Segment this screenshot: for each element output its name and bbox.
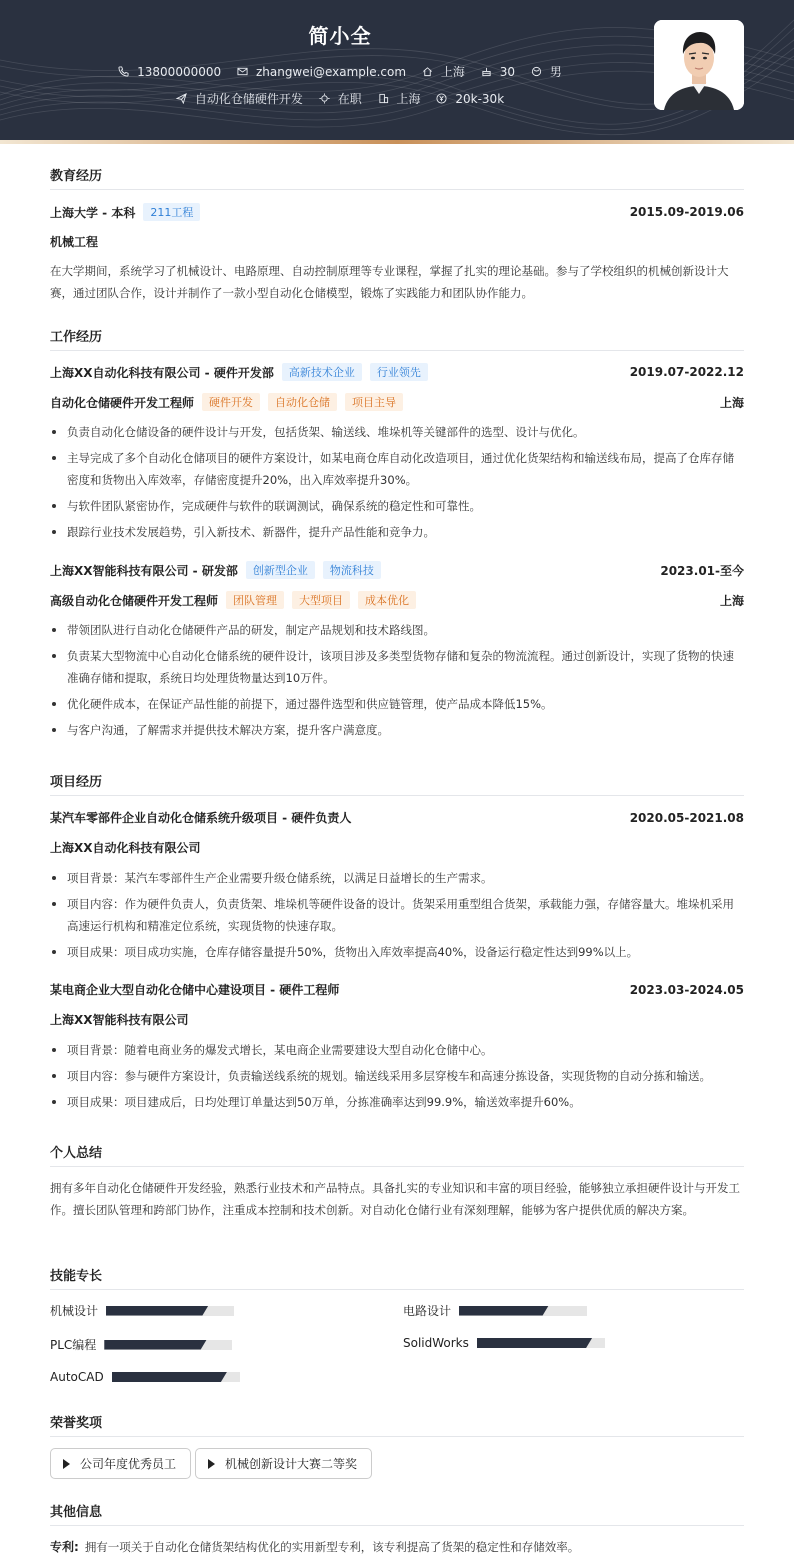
- candidate-name: 简小全: [308, 24, 372, 48]
- mail-icon: [237, 66, 248, 77]
- header-accent-bar: [0, 140, 794, 144]
- city-text: 上海: [440, 65, 465, 79]
- skill-level-fill: [106, 1306, 208, 1316]
- cake-icon: [481, 66, 492, 77]
- skill-name: 电路设计: [403, 1304, 452, 1318]
- job-header-row: [50, 561, 744, 579]
- skill-item: [50, 1370, 240, 1384]
- profile-photo: [654, 20, 744, 110]
- major: 机械工程: [50, 235, 99, 249]
- list-item: 项目成果：项目成功实施，仓库存储容量提升50%，货物出入库效率提高40%，设备运行稳定性达到99%以上。: [50, 941, 744, 963]
- skill-level-bar: [106, 1306, 234, 1316]
- send-icon: [176, 93, 187, 104]
- company-tag: 物流科技: [323, 561, 381, 579]
- list-item: 项目成果：项目建成后，日均处理订单量达到50万单，分拣准确率达到99.9%，输送效率提升60%。: [50, 1091, 744, 1113]
- summary-section: [50, 1142, 744, 1252]
- list-item: 与软件团队紧密协作，完成硬件与软件的联调测试，确保系统的稳定性和可靠性。: [50, 495, 744, 517]
- play-icon: [63, 1459, 70, 1469]
- job-period: 2019.07-2022.12: [629, 365, 744, 379]
- age-text: 30: [499, 64, 516, 79]
- gender-item: [531, 63, 562, 80]
- status-text: 在职: [337, 92, 362, 106]
- education-section: [50, 165, 744, 315]
- job-duties-list: [50, 421, 744, 547]
- company-name: 上海XX自动化科技有限公司 - 硬件开发部: [50, 365, 274, 380]
- school-tag: 211工程: [143, 203, 200, 221]
- education-period: 2015.09-2019.06: [629, 205, 744, 219]
- section-title: 技能专长: [50, 1265, 744, 1290]
- patent-text: 拥有一项关于自动化仓储货架结构优化的实用新型专利，该专利提高了货架的稳定性和存储效率。: [84, 1539, 580, 1554]
- phone-item: [118, 65, 221, 79]
- job-position-row: [50, 591, 744, 609]
- phone-text: 13800000000: [137, 64, 222, 79]
- list-item: 项目背景：某汽车零部件生产企业需要升级仓储系统，以满足日益增长的生产需求。: [50, 867, 744, 889]
- project-period: 2020.05-2021.08: [629, 810, 744, 825]
- honor-item: [50, 1448, 191, 1479]
- skill-level-fill: [477, 1338, 592, 1348]
- skill-item: [50, 1336, 232, 1353]
- city-item: [422, 63, 465, 80]
- skills-section: [50, 1265, 744, 1395]
- list-item: 带领团队进行自动化仓储硬件产品的研发，制定产品规划和技术路线图。: [50, 619, 744, 641]
- skill-level-bar: [477, 1338, 605, 1348]
- project-details-list: [50, 1039, 744, 1117]
- target-job-text: 自动化仓储硬件开发: [194, 92, 303, 106]
- target-city-text: 上海: [396, 92, 421, 106]
- honor-item: [195, 1448, 372, 1479]
- skill-level-bar: [459, 1306, 587, 1316]
- job-header-row: [50, 363, 744, 381]
- projects-section: [50, 771, 744, 1121]
- contact-row: [0, 63, 680, 80]
- section-title: 荣誉奖项: [50, 1412, 744, 1437]
- skill-name: 机械设计: [50, 1304, 99, 1318]
- list-item: 负责某大型物流中心自动化仓储系统的硬件设计，该项目涉及多类型货物存储和复杂的物流流程。通过创新设计，实现了货物的快速准确存储和提取，系统日均处理货物量达到10万件。: [50, 645, 744, 689]
- position-title: 自动化仓储硬件开发工程师: [50, 395, 195, 410]
- position-tag: 硬件开发: [202, 393, 260, 411]
- list-item: 项目内容：参与硬件方案设计，负责输送线系统的规划。输送线采用多层穿梭车和高速分拣设备，实现货物的自动分拣和输送。: [50, 1065, 744, 1087]
- phone-icon: [118, 66, 129, 77]
- skill-level-bar: [112, 1372, 240, 1382]
- honor-text: 公司年度优秀员工: [80, 1457, 177, 1471]
- honors-list: [50, 1448, 744, 1479]
- other-section: [50, 1501, 744, 1561]
- job-location: 上海: [719, 593, 744, 608]
- project-company: 上海XX智能科技有限公司: [50, 1013, 189, 1027]
- status-item: [319, 90, 362, 107]
- age-item: [481, 65, 515, 79]
- education-description: 在大学期间，系统学习了机械设计、电路原理、自动控制原理等专业课程，掌握了扎实的理论基础。参与了学校组织的机械创新设计大赛，通过团队合作，设计并制作了一款小型自动化仓储模型，锻炼了实践能力和团队协作能力。: [50, 264, 729, 300]
- email-item: [237, 65, 406, 79]
- section-title: 工作经历: [50, 326, 744, 351]
- position-tag: 大型项目: [292, 591, 350, 609]
- job-duties-list: [50, 619, 744, 745]
- school-name: 上海大学 - 本科: [50, 205, 136, 220]
- project-period: 2023.03-2024.05: [629, 982, 744, 997]
- status-icon: [319, 93, 330, 104]
- section-title: 教育经历: [50, 165, 744, 190]
- job-period: 2023.01-至今: [660, 563, 744, 578]
- home-icon: [422, 66, 433, 77]
- job-location: 上海: [719, 395, 744, 410]
- project-header-row: [50, 809, 744, 826]
- gender-text: 男: [549, 65, 562, 79]
- skill-level-fill: [112, 1372, 227, 1382]
- building-icon: [378, 93, 389, 104]
- job-intent-row: [0, 90, 680, 107]
- salary-text: 20k-30k: [455, 91, 505, 106]
- avatar: [654, 20, 744, 110]
- summary-text: 拥有多年自动化仓储硬件开发经验，熟悉行业技术和产品特点。具备扎实的专业知识和丰富的项目经验，能够独立承担硬件设计与开发工作。擅长团队管理和跨部门协作，注重成本控制和技术创新。对自动化仓储行业有深刻理解，能够为客户提供优质的解决方案。: [50, 1181, 740, 1217]
- position-tag: 成本优化: [358, 591, 416, 609]
- skill-name: PLC编程: [50, 1338, 97, 1352]
- skill-level-fill: [459, 1306, 549, 1316]
- skill-name: AutoCAD: [50, 1370, 104, 1384]
- section-title: 项目经历: [50, 771, 744, 796]
- company-tag: 行业领先: [370, 363, 428, 381]
- project-name: 某电商企业大型自动化仓储中心建设项目 - 硬件工程师: [50, 983, 340, 997]
- skill-item: [50, 1302, 234, 1319]
- education-header-row: [50, 203, 744, 221]
- project-company-row: [50, 1011, 744, 1028]
- job-position-row: [50, 393, 744, 411]
- skill-level-fill: [104, 1340, 206, 1350]
- position-title: 高级自动化仓储硬件开发工程师: [50, 593, 219, 608]
- list-item: 优化硬件成本，在保证产品性能的前提下，通过器件选型和供应链管理，使产品成本降低15%。: [50, 693, 744, 715]
- target-city-item: [378, 90, 421, 107]
- list-item: 主导完成了多个自动化仓储项目的硬件方案设计，如某电商仓库自动化改造项目，通过优化货架结构和输送线布局，提高了仓库存储密度和货物出入库效率，存储密度提升20%，出入库效率提升30%。: [50, 447, 744, 491]
- list-item: 项目内容：作为硬件负责人，负责货架、堆垛机等硬件设备的设计。货架采用重型组合货架，承载能力强，存储容量大。堆垛机采用高速运行机构和精准定位系统，实现货物的快速存取。: [50, 893, 744, 937]
- position-tag: 自动化仓储: [268, 393, 337, 411]
- position-tag: 项目主导: [345, 393, 403, 411]
- project-company: 上海XX自动化科技有限公司: [50, 841, 201, 855]
- salary-item: [436, 92, 504, 106]
- major-row: [50, 233, 744, 250]
- money-icon: [436, 93, 447, 104]
- honors-section: [50, 1412, 744, 1482]
- skill-level-bar: [104, 1340, 232, 1350]
- section-title: 其他信息: [50, 1501, 744, 1526]
- skill-item: [403, 1336, 605, 1350]
- gender-icon: [531, 66, 542, 77]
- honor-text: 机械创新设计大赛二等奖: [225, 1457, 358, 1471]
- skill-name: SolidWorks: [403, 1336, 469, 1350]
- project-details-list: [50, 867, 744, 967]
- skill-item: [403, 1302, 587, 1319]
- project-header-row: [50, 981, 744, 998]
- list-item: 项目背景：随着电商业务的爆发式增长，某电商企业需要建设大型自动化仓储中心。: [50, 1039, 744, 1061]
- play-icon: [208, 1459, 215, 1469]
- patent-row: [50, 1538, 744, 1555]
- project-name: 某汽车零部件企业自动化仓储系统升级项目 - 硬件负责人: [50, 811, 352, 825]
- list-item: 与客户沟通，了解需求并提供技术解决方案，提升客户满意度。: [50, 719, 744, 741]
- company-name: 上海XX智能科技有限公司 - 研发部: [50, 563, 238, 578]
- project-company-row: [50, 839, 744, 856]
- email-text: zhangwei@example.com: [255, 64, 407, 79]
- patent-label: 专利:: [50, 1540, 79, 1554]
- list-item: 负责自动化仓储设备的硬件设计与开发，包括货架、输送线、堆垛机等关键部件的选型、设计与优化。: [50, 421, 744, 443]
- resume-header: [0, 0, 794, 140]
- work-section: [50, 326, 744, 756]
- list-item: 跟踪行业技术发展趋势，引入新技术、新器件，提升产品性能和竞争力。: [50, 521, 744, 543]
- company-tag: 高新技术企业: [282, 363, 362, 381]
- target-job-item: [176, 90, 303, 107]
- position-tag: 团队管理: [226, 591, 284, 609]
- section-title: 个人总结: [50, 1142, 744, 1167]
- company-tag: 创新型企业: [246, 561, 315, 579]
